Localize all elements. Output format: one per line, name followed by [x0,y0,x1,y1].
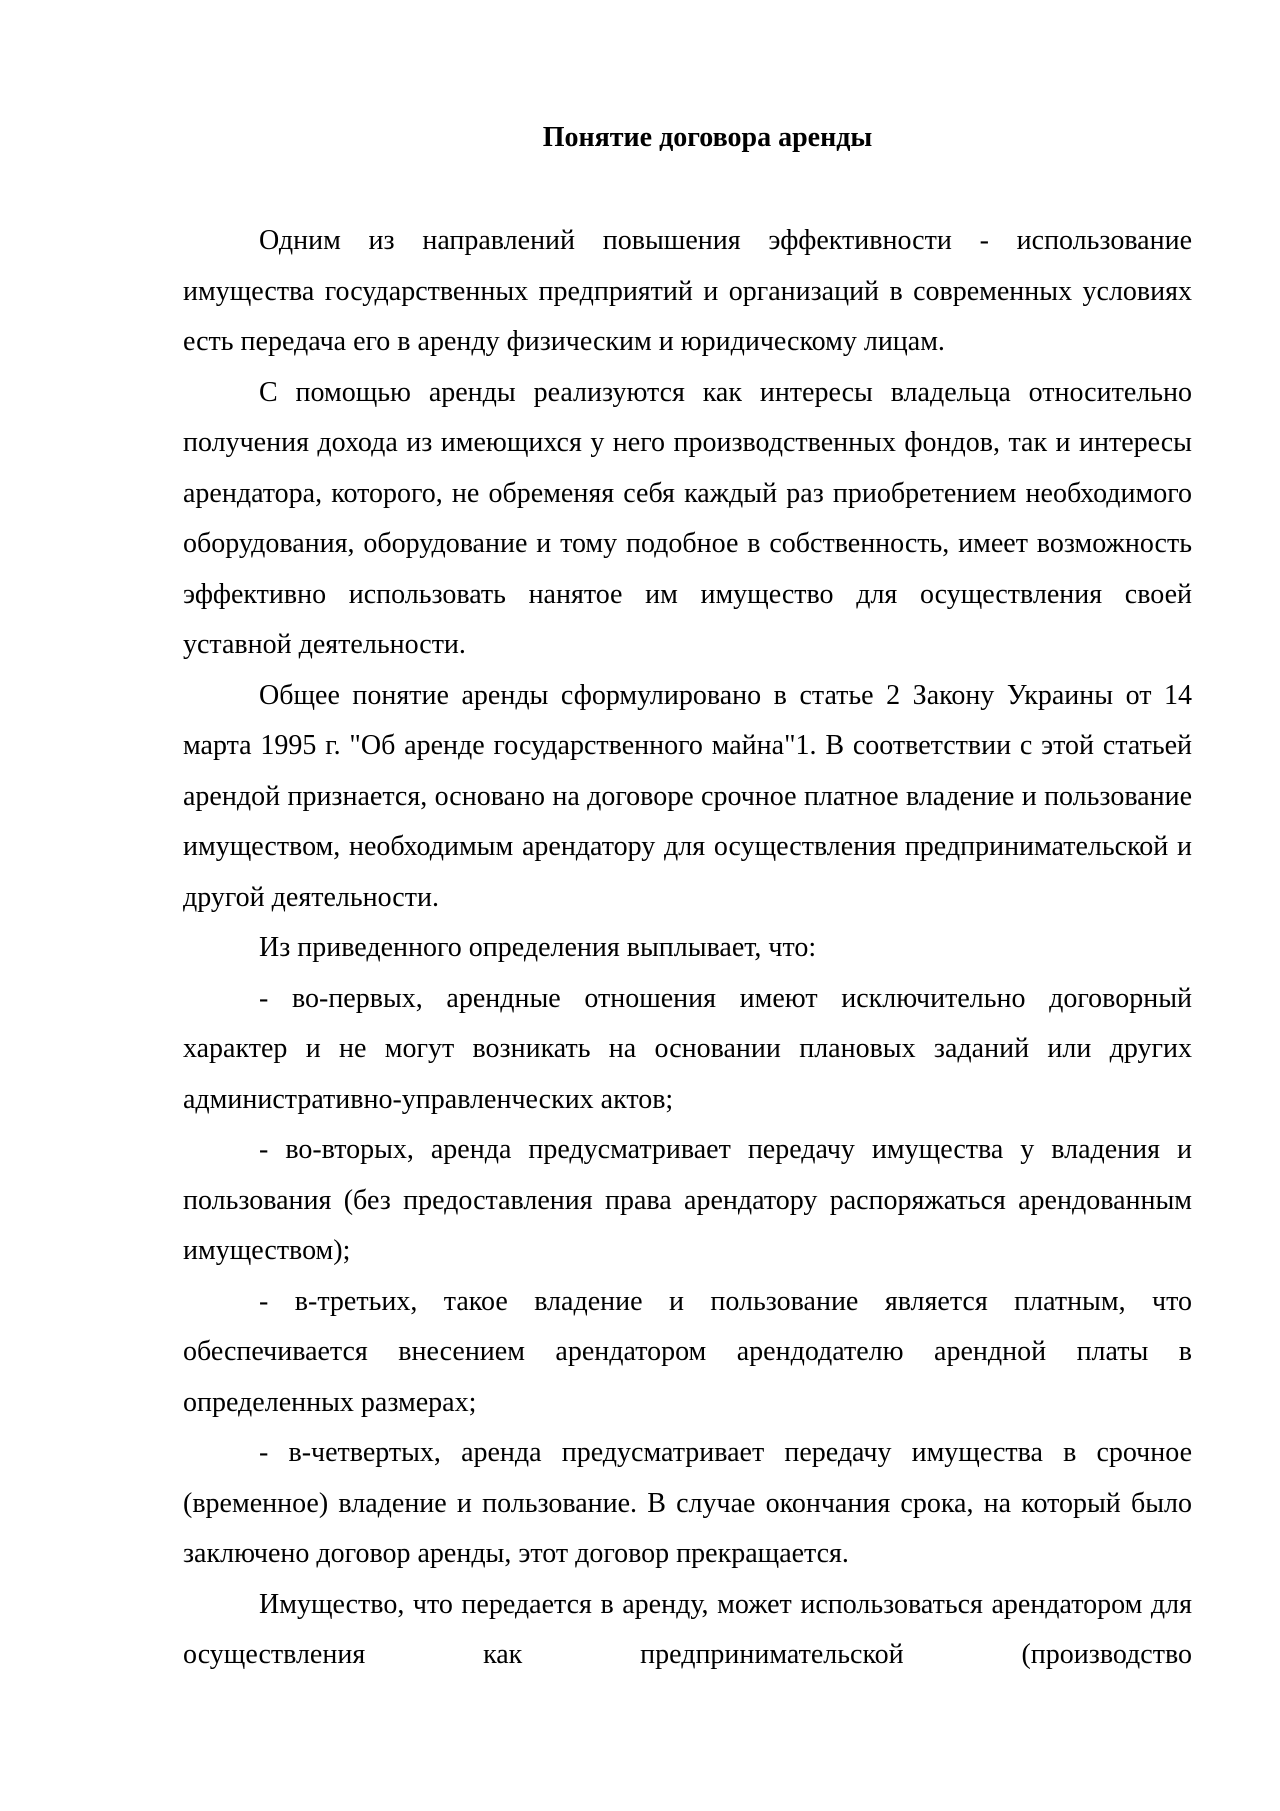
paragraph: Одним из направлений повышения эффективности - использование имущества государственных предприятий и организаций в современных условиях есть передача его в аренду физическим и юридическому лицам. [183,225,1192,357]
list-item-first: - во-первых, арендные отношения имеют исключительно договорный характер и не могут возникать на основании плановых заданий или других административно-управленческих актов; [183,982,1192,1115]
list-item-fourth: - в-четвертых, аренда предусматривает передачу имущества в срочное (временное) владение и пользование. В случае окончания срока, на который было заключено договор аренды, этот договор прекращается. [183,1437,1192,1569]
paragraph: С помощью аренды реализуются как интересы владельца относительно получения дохода из имеющихся у него производственных фондов, так и интересы арендатора, которого, не обременяя себя каждый раз приобретением необходимого оборудования, оборудование и тому подобное в собственность, имеет возможность эффективно использовать нанятое им имущество для осуществления своей уставной деятельности. [183,376,1192,660]
paragraph: Общее понятие аренды сформулировано в статье 2 Закону Украины от 14 марта 1995 г. "Об аренде государственного майна"1. В соответствии с этой статьей арендой признается, основано на договоре срочное платное владение и пользование имуществом, необходимым арендатору для осуществления предпринимательской и другой деятельности. [183,679,1192,913]
list-item-third: - в-третьих, такое владение и пользование является платным, что обеспечивается внесением арендатором арендодателю арендной платы в определенных размерах; [183,1285,1192,1418]
list-item-second: - во-вторых, аренда предусматривает передачу имущества у владения и пользования (без предоставления права арендатору распоряжаться арендованным имуществом); [183,1134,1192,1266]
document-body [183,216,1192,1681]
document-title: Понятие договора аренды [542,122,873,153]
paragraph: Из приведенного определения выплывает, что: [259,932,817,963]
paragraph-continued: Имущество, что передается в аренду, может использоваться арендатором для осуществления как предпринимательской (производство [183,1588,1192,1670]
